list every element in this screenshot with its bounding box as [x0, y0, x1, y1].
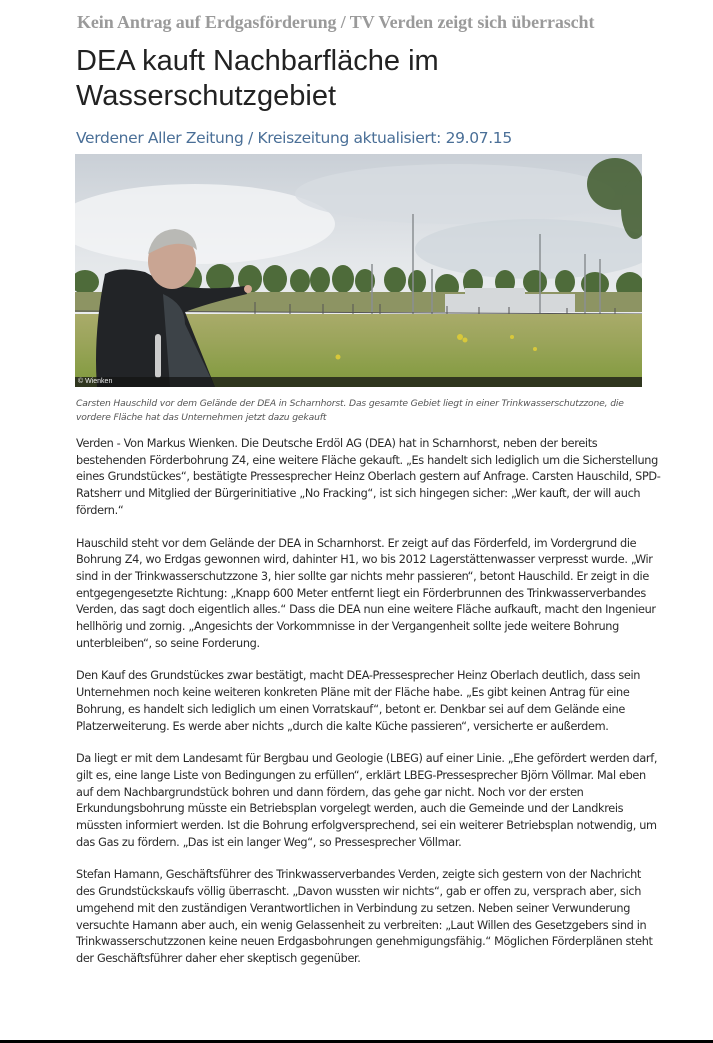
article-photo: [75, 154, 642, 387]
article-kicker: Kein Antrag auf Erdgasförderung / TV Verden zeigt sich überrascht: [77, 12, 595, 32]
photo-credit-bar: [75, 377, 642, 387]
headline-line-2: Wasserschutzgebiet: [76, 80, 337, 112]
photo-credit: © Wienken: [78, 378, 113, 385]
article-body: [76, 436, 661, 984]
article-source-date: Verdener Aller Zeitung / Kreiszeitung aktualisiert: 29.07.15: [76, 129, 512, 147]
article-paragraph: Hauschild steht vor dem Gelände der DEA in Scharnhorst. Er zeigt auf das Förderfeld, im Vordergrund die Bohrung Z4, wo Erdgas gewonnen wird, dahinter H1, wo bis 2012 Lagerstättenwasser verpresst wurde. „Wir sind in der Trinkwasserschutzzone 3, hier sollte gar nichts mehr passieren“, betont Hauschild. Er zeigt in die entgegengesetzte Richtung: „Knapp 600 Meter entfernt liegt ein Förderbrunnen des Trinkwasserverbandes Verden, das sagt doch eigentlich alles.“ Dass die DEA nun eine weitere Fläche aufkauft, macht den Ingenieur hellhörig und zornig. „Angesichts der Vorkommnisse in der Vergangenheit sollte jede weitere Bohrung unterbleiben“, so seine Forderung.: [76, 536, 656, 650]
photo-caption: Carsten Hauschild vor dem Gelände der DEA in Scharnhorst. Das gesamte Gebiet liegt in einer Trinkwasserschutzzone, die vordere Fläche hat das Unternehmen jetzt dazu gekauft: [76, 398, 624, 423]
article-paragraph: Stefan Hamann, Geschäftsführer des Trinkwasserverbandes Verden, zeigte sich gestern von der Nachricht des Grundstückskaufs völlig überrascht. „Davon wussten wir nichts“, gab er offen zu, versprach aber, sich umgehend mit den zuständigen Verantwortlichen in Verbindung zu setzen. Neben seiner Verwunderung versuchte Hamann aber auch, ein wenig Gelassenheit zu verbreiten: „Laut Willen des Gesetzgebers sind in Trinkwasserschutzzonen keine neuen Erdgasbohrungen genehmigungsfähig.“ Möglichen Förderplänen steht der Geschäftsführer daher eher skeptisch gegenüber.: [76, 868, 653, 965]
article-paragraph: Verden - Von Markus Wienken. Die Deutsche Erdöl AG (DEA) hat in Scharnhorst, neben der bereits bestehenden Förderbohrung Z4, eine weitere Fläche gekauft. „Es handelt sich lediglich um die Sicherstellung eines Grundstückes“, bestätigte Pressesprecher Heinz Oberlach gestern auf Anfrage. Carsten Hauschild, SPD-Ratsherr und Mitglied der Bürgerinitiative „No Fracking“, ist sich hingegen sicher: „Wer kauft, der will auch fördern.“: [76, 437, 661, 517]
headline-line-1: DEA kauft Nachbarfläche im: [76, 45, 439, 77]
article-paragraph: Den Kauf des Grundstückes zwar bestätigt, macht DEA-Pressesprecher Heinz Oberlach deutlich, dass sein Unternehmen noch keine weiteren konkreten Pläne mit der Fläche habe. „Es gibt keinen Antrag für eine Bohrung, es handelt sich lediglich um einen Vorratskauf“, betont er. Denkbar sei auf dem Gelände eine Platzerweiterung. Es werde aber nichts „durch die kalte Küche passieren“, versicherte er außerdem.: [76, 669, 641, 733]
article-headline: [76, 44, 636, 114]
photo-illustration: [75, 154, 642, 387]
article-paragraph: Da liegt er mit dem Landesamt für Bergbau und Geologie (LBEG) auf einer Linie. „Ehe gefördert werden darf, gilt es, eine lange Liste von Bedingungen zu erfüllen“, erklärt LBEG-Pressesprecher Björn Völlmar. Mal eben auf dem Nachbargrundstück bohren und dann fördern, das gehe gar nicht. Noch vor der ersten Erkundungsbohrung müsste ein Betriebsplan vorgelegt werden, auch die Gemeinde und der Landkreis müssten informiert werden. Ist die Bohrung erfolgversprechend, sei ein weiterer Betriebsplan notwendig, um das Gas zu fördern. „Das ist ein langer Weg“, so Pressesprecher Völlmar.: [76, 752, 658, 849]
